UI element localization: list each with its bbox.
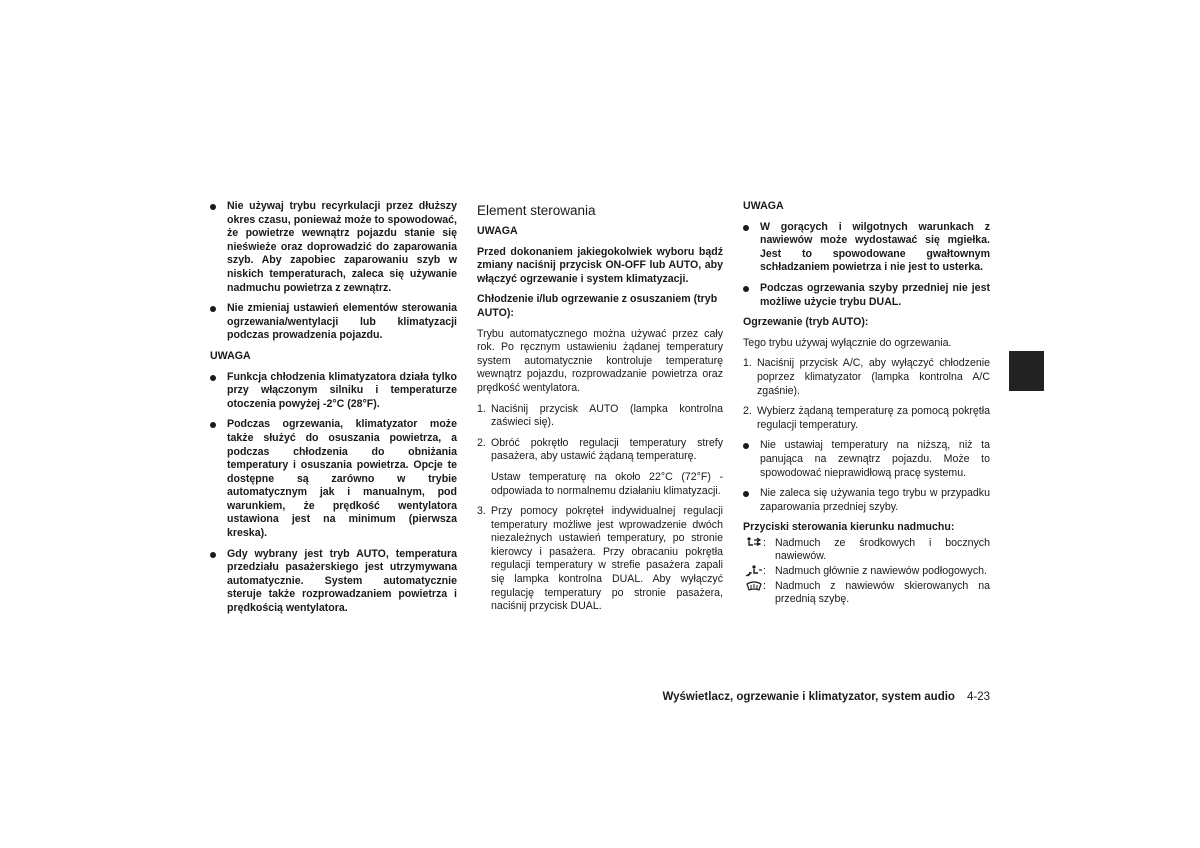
- step-text: Przy pomocy pokręteł indywidualnej regulacji temperatury możliwe jest wprowadzenie dwóch niezależnych ustawień temperatury, po stronie kierowcy i pasażera. Przy obracaniu pokrętła regulacji temperatury w strefie pasażera zapali się lampka kontrolna DUAL. Aby wyłączyć regulację temperatury po stronie pasażera, naciśnij przycisk DUAL.: [491, 505, 723, 613]
- bullet-text: W gorących i wilgotnych warunkach z nawiewów może wydostawać się mgiełka. Jest to spowodowane gwałtownym schładzaniem powietrza i nie jest to usterka.: [760, 220, 990, 274]
- bullet-item: [210, 418, 457, 540]
- airflow-description: Nadmuch głównie z nawiewów podłogowych.: [775, 565, 987, 578]
- step-text: Obróć pokrętło regulacji temperatury strefy pasażera, aby ustawić żądaną temperaturę.: [491, 436, 723, 463]
- intro-paragraph: Trybu automatycznego można używać przez cały rok. Po ręcznym ustawieniu żądanej temperatury system automatycznie kontroluje temperaturę wewnątrz pojazdu, rozprowadzanie powietrza oraz prędkość wentylatora.: [477, 327, 723, 394]
- numbered-step: [477, 403, 723, 430]
- column-middle: [477, 200, 723, 621]
- step-number: 1.: [477, 402, 486, 415]
- vent-face-icon: [745, 537, 763, 549]
- uwaga-label: UWAGA: [210, 349, 251, 362]
- bullet-item: [743, 282, 990, 309]
- page-number: 4-23: [966, 691, 990, 703]
- numbered-step: [743, 357, 990, 398]
- bullet-dot-icon: [210, 204, 216, 210]
- step-number: 3.: [477, 505, 486, 518]
- step-note: Ustaw temperaturę na około 22°C (72°F) - odpowiada to normalnemu działaniu klimatyzacji.: [491, 470, 723, 497]
- bullet-dot-icon: [210, 375, 216, 381]
- bullet-item: [743, 487, 990, 514]
- column-right: [743, 200, 990, 608]
- airflow-mode-defrost: : Nadmuch z nawiewów skierowanych na przednią szybę.: [743, 580, 990, 607]
- airflow-mode-floor: : Nadmuch głównie z nawiewów podłogowych.: [743, 565, 990, 579]
- bullet-text: Nie zmieniaj ustawień elementów sterowania ogrzewania/wentylacji lub klimatyzacji podczas prowadzenia pojazdu.: [227, 302, 457, 342]
- bullet-dot-icon: [210, 422, 216, 428]
- uwaga-label: UWAGA: [477, 225, 518, 237]
- bullet-text: Funkcja chłodzenia klimatyzatora działa tylko przy włączonym silniku i temperaturze otoczenia powyżej -2°C (28°F).: [227, 370, 457, 410]
- vent-defrost-icon: [745, 580, 763, 592]
- bullet-text: Podczas ogrzewania, klimatyzator może także służyć do osuszania powietrza, a podczas chłodzenia do obniżania temperatury i osuszania powietrza. Opcje te dostępne są zarówno w trybie automatycznym jak i manualnym, pod warunkiem, że prędkość wentylatora ustawiona jest na minimum (pierwsza kreska).: [227, 418, 457, 540]
- bullet-item: [743, 439, 990, 480]
- vent-floor-icon: [745, 565, 763, 577]
- section-title: Element sterowania: [477, 203, 596, 218]
- page-footer: [600, 691, 990, 703]
- heating-intro: Tego trybu używaj wyłącznie do ogrzewania.: [743, 336, 952, 349]
- bullet-dot-icon: [743, 225, 749, 231]
- chapter-tab-marker: [1009, 351, 1044, 391]
- airflow-description: Nadmuch ze środkowych i bocznych nawiewów.: [775, 536, 990, 563]
- step-number: 2.: [477, 436, 486, 449]
- step-text: Wybierz żądaną temperaturę za pomocą pokrętła regulacji temperatury.: [757, 405, 990, 431]
- bullet-text: Podczas ogrzewania szyby przedniej nie jest możliwe użycie trybu DUAL.: [760, 281, 990, 308]
- numbered-step: [477, 437, 723, 464]
- airflow-description: Nadmuch z nawiewów skierowanych na przednią szybę.: [775, 579, 990, 606]
- airflow-mode-face: : Nadmuch ze środkowych i bocznych nawiewów.: [743, 537, 990, 564]
- bullet-dot-icon: [743, 491, 749, 497]
- bullet-text: Nie ustawiaj temperatury na niższą, niż ta panująca na zewnątrz pojazdu. Może to spowodować nieprawidłową pracę systemu.: [760, 439, 990, 479]
- bullet-dot-icon: [210, 306, 216, 312]
- step-text: Naciśnij przycisk A/C, aby wyłączyć chłodzenie poprzez klimatyzator (lampka kontrolna A/C zgaśnie).: [757, 357, 990, 397]
- bullet-item: [743, 221, 990, 275]
- bullet-dot-icon: [210, 552, 216, 558]
- step-text: Naciśnij przycisk AUTO (lampka kontrolna zaświeci się).: [491, 402, 723, 429]
- heating-heading: Ogrzewanie (tryb AUTO):: [743, 316, 869, 329]
- step-number: 2.: [743, 405, 752, 418]
- column-left: [210, 200, 457, 623]
- bullet-item: [210, 548, 457, 616]
- numbered-step: [743, 405, 990, 432]
- bullet-text: Nie zaleca się używania tego trybu w przypadku zaparowania przedniej szyby.: [760, 487, 990, 513]
- bullet-text: Gdy wybrany jest tryb AUTO, temperatura przedziału pasażerskiego jest utrzymywana automatycznie. System automatycznie steruje także rozprowadzaniem powietrza i prędkością wentylatora.: [227, 547, 457, 615]
- bullet-item: [210, 371, 457, 412]
- chapter-title: Wyświetlacz, ogrzewanie i klimatyzator, system audio: [662, 691, 955, 703]
- subheading: Chłodzenie i/lub ogrzewanie z osuszaniem (tryb AUTO):: [477, 293, 718, 319]
- uwaga-label: UWAGA: [743, 200, 784, 212]
- bullet-dot-icon: [743, 443, 749, 449]
- uwaga-text: Przed dokonaniem jakiegokolwiek wyboru bądź zmiany naciśnij przycisk ON-OFF lub AUTO, aby włączyć ogrzewanie i system klimatyzacji.: [477, 245, 723, 285]
- bullet-dot-icon: [743, 286, 749, 292]
- numbered-step: [477, 505, 723, 614]
- airflow-heading: Przyciski sterowania kierunku nadmuchu:: [743, 521, 955, 534]
- bullet-text: Nie używaj trybu recyrkulacji przez dłuższy okres czasu, ponieważ może to spowodować, że powietrze wewnątrz pojazdu stanie się nieświeże oraz doprowadzić do zaparowania szyb. Aby zapobiec zaparowaniu szyb w niskich temperaturach, zaleca się używanie nadmuchu powietrza z zewnątrz.: [227, 200, 457, 294]
- step-number: 1.: [743, 357, 752, 370]
- bullet-item: [210, 302, 457, 343]
- bullet-item: [210, 200, 457, 295]
